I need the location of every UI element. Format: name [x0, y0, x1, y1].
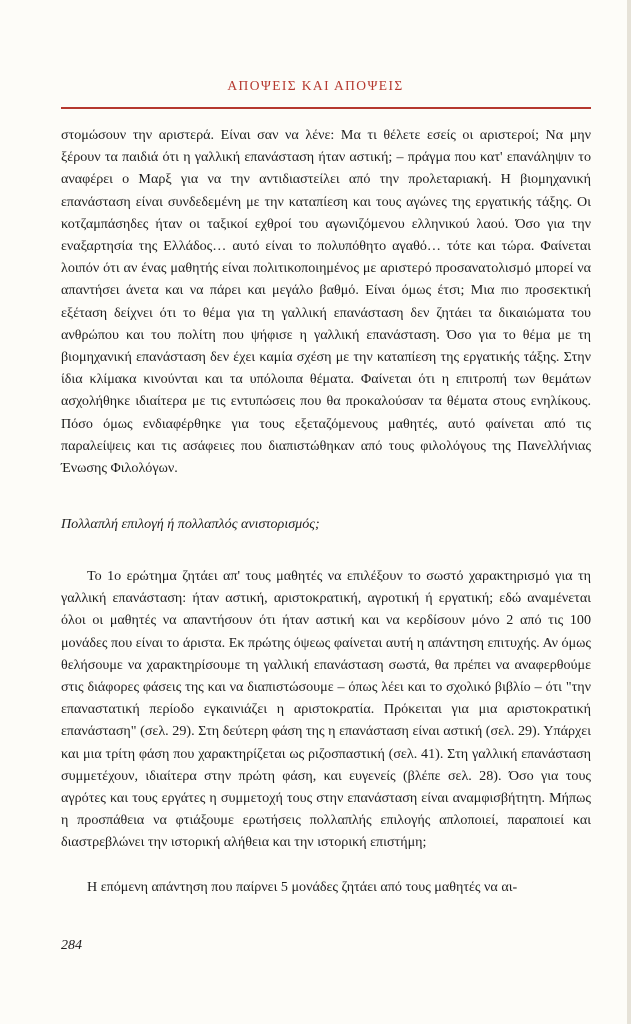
- running-header: ΑΠΟΨΕΙΣ ΚΑΙ ΑΠΟΨΕΙΣ: [227, 78, 404, 93]
- body-paragraph-2: Το 1ο ερώτημα ζητάει απ' τους μαθητές να επιλέξουν το σωστό χαρακτηρισμό για τη γαλλική επανάσταση: ήταν αστική, αριστοκρατική, αγροτική ή εργατική; εδώ αναμένεται όλοι οι μαθητές να απαντήσουν ότι ήταν αστική και να κερδίσουν μόνο 2 από τις 100 μονάδες που είναι το άριστα. Εκ πρώτης όψεως φαίνεται αυτή η απάντηση επιτυχής. Αν όμως θελήσουμε να χαρακτηρίσουμε τη γαλλική επανάσταση σωστά, θα πρέπει να αναφερθούμε στις διάφορες φάσεις της και να διαπιστώσουμε – όπως λέει και το σχολικό βιβλίο – ότι "την επαναστατική περίοδο εγκαινιάζει η αριστοκρατία. Πρόκειται για μια αριστοκρατική επανάσταση" (σελ. 29). Στη δεύτερη φάση της η επανάσταση είναι αστική (σελ. 29). Υπάρχει και μια τρίτη φάση που χαρακτηρίζεται ως ριζοσπαστική (σελ. 41). Στη γαλλική επανάσταση συμμετέχουν, ιδιαίτερα στην πρώτη φάση, και ευγενείς (βλέπε σελ. 28). Όσο για τους αγρότες και τους εργάτες η συμμετοχή τους στην επανάσταση είναι αναμφισβήτητη. Μήπως η προσπάθεια να φτιάξουμε ερωτήσεις πολλαπλής επιλογής απλοποιεί, παραποιεί και διαστρεβλώνει την ιστορική αλήθεια και την ιστορική επιστήμη;: [61, 568, 591, 851]
- page-number: 284: [61, 938, 82, 953]
- section-heading: Πολλαπλή επιλογή ή πολλαπλός ανιστορισμός;: [61, 516, 320, 532]
- body-paragraph-3: Η επόμενη απάντηση που παίρνει 5 μονάδες ζητάει από τους μαθητές να αι-: [87, 879, 518, 895]
- page-edge: [627, 0, 631, 1024]
- header-rule: [61, 107, 591, 109]
- body-paragraph-1: στομώσουν την αριστερά. Είναι σαν να λένε: Μα τι θέλετε εσείς οι αριστεροί; Να μην ξέρουν τα παιδιά ότι η γαλλική επανάσταση ήταν αστική; – πράγμα που κατ' επανάληψιν το αναφέρει ο Μαρξ για να την αντιδιαστείλει από την προλεταριακή. Η βιομηχανική επανάσταση είναι συνδεδεμένη με την καταπίεση και τους αγώνες της εργατικής τάξης. Οι κοτζαμπάσηδες ήταν οι ταξικοί εχθροί του αγωνιζόμενου ελληνικού λαού. Όσο για την εναξαρτησία της Ελλάδος… αυτό είναι το πολυπόθητο αγαθό… τότε και τώρα. Φαίνεται λοιπόν ότι αν ένας μαθητής είναι πολιτικοποιημένος με αριστερό προσανατολισμό μπορεί να απαντήσει άνετα και να πάρει και μεγάλο βαθμό. Είναι όμως έτσι; Μια πιο προσεκτική εξέταση δείχνει ότι το θέμα για τη γαλλική επανάσταση δεν ζητάει τα δικαιώματα του ανθρώπου και του πολίτη που ψήφισε η γαλλική επανάσταση. Όσο για το θέμα με τη βιομηχανική επανάσταση δεν έχει καμία σχέση με την καταπίεση της εργατικής τάξης. Στην ίδια κλίμακα κινούνται και τα υπόλοιπα θέματα. Φαίνεται ότι η επιτροπή των θεμάτων ασχολήθηκε ιδιαίτερα με τις εντυπώσεις που θα προκαλούσαν τα θέματα στους ενηλίκους. Πόσο όμως ενδιαφέρθηκε για τους εξεταζόμενους μαθητές, αυτό φαίνεται από τις παραλείψεις και τις ασάφειες που διαπιστώθηκαν από τους φιλολόγους της Πανελλήνιας Ένωσης Φιλολόγων.: [61, 127, 591, 477]
